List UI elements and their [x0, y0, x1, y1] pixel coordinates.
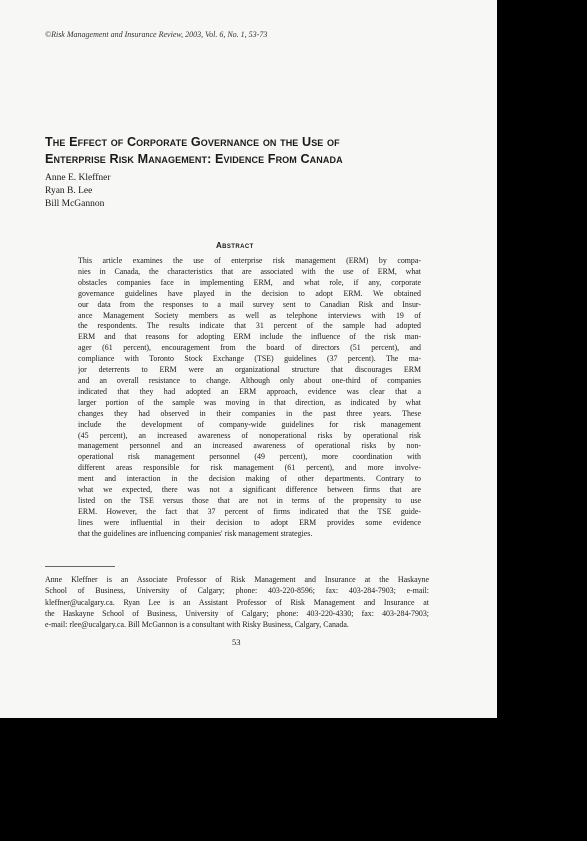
footnote-line: the Haskayne School of Business, University of Calgary; phone: 403-220-4330; fax: 403-284-7903; — [45, 608, 429, 618]
author-list — [45, 172, 111, 211]
abstract-line: and an overall resistance to change. Although only about one-third of companies — [78, 375, 421, 385]
abstract-line: nies in Canada, the characteristics that are associated with the use of ERM, what — [78, 266, 421, 276]
abstract-body — [78, 256, 421, 540]
abstract-line: management personnel and an increased awareness of operational risks by non- — [78, 441, 421, 451]
abstract-heading: Abstract — [216, 241, 254, 250]
abstract-line: jor deterrents to ERM were an organizational structure that discourages ERM — [78, 365, 421, 375]
abstract-line: operational risk management personnel (49 percent), more coordination with — [78, 452, 421, 462]
footnote-line: Anne Kleffner is an Associate Professor of Risk Management and Insurance at the Haskayne — [45, 575, 429, 584]
abstract-line: that the guidelines are influencing companies' risk management strategies. — [78, 528, 313, 538]
footnote-line: e-mail: rlee@ucalgary.ca. Bill McGannon is a consultant with Risky Business, Calgary, Canada. — [45, 620, 349, 630]
footnote-line: School of Business, University of Calgary; phone: 403-220-8596; fax: 403-284-7903; e-mail: — [45, 586, 429, 596]
abstract-line: compliance with Toronto Stock Exchange (TSE) guidelines (37 percent). The ma- — [78, 354, 421, 364]
abstract-line: indicated that they had adopted an ERM approach, evidence was clear that a — [78, 386, 421, 396]
footnote-line: kleffner@ucalgary.ca. Ryan Lee is an Assistant Professor of Risk Management and Insurance at — [45, 597, 429, 607]
author-name: Ryan B. Lee — [45, 186, 93, 196]
abstract-line: governance guidelines have played in the decision to adopt ERM. We obtained — [78, 288, 421, 298]
abstract-line: changes they had observed in their companies in the past three years. These — [78, 408, 421, 418]
article-title-line: Enterprise Risk Management: Evidence From Canada — [45, 152, 343, 166]
abstract-line: different areas responsible for risk management (61 percent), and more involve- — [78, 463, 421, 473]
abstract-line: what we expected, there was not a significant difference between firms that are — [78, 485, 421, 495]
journal-citation-header: ©Risk Management and Insurance Review, 2003, Vol. 6, No. 1, 53-73 — [45, 30, 268, 39]
abstract-line: obstacles companies face in implementing ERM, and what role, if any, corporate — [78, 277, 421, 287]
abstract-line: include the development of company-wide guidelines for risk management — [78, 419, 421, 429]
page-number: 53 — [232, 637, 241, 647]
article-title-line: The Effect of Corporate Governance on the Use of — [45, 135, 340, 149]
abstract-line: our data from the responses to a mail survey sent to Canadian Risk and Insur- — [78, 299, 421, 309]
abstract-line: ment and interaction in the decision making of other departments. Contrary to — [78, 474, 421, 484]
abstract-line: ERM and that reasons for adopting ERM include the influence of the risk man- — [78, 332, 421, 342]
abstract-line: (45 percent), an increased awareness of nonoperational risks by operational risk — [78, 430, 421, 440]
abstract-line: the respondents. The results indicate that 31 percent of the sample had adopted — [78, 321, 421, 331]
abstract-line: lines were influential in their decision to adopt ERM provides some evidence — [78, 517, 421, 527]
abstract-line: larger portion of the sample was moving in that direction, as indicated by what — [78, 397, 421, 407]
article-title — [45, 134, 465, 168]
author-name: Anne E. Kleffner — [45, 173, 111, 183]
abstract-line: This article examines the use of enterprise risk management (ERM) by compa- — [78, 256, 421, 265]
abstract-line: listed on the TSE versus those that are not in terms of the propensity to use — [78, 495, 421, 505]
abstract-line: ance Management Society members as well as telephone interviews with 19 of — [78, 310, 421, 320]
footnote-divider — [45, 566, 115, 567]
abstract-line: ERM. However, the fact that 37 percent of firms indicated that the TSE guide- — [78, 506, 421, 516]
author-footnote — [45, 574, 429, 630]
abstract-line: ager (61 percent), encouragement from the board of directors (51 percent), and — [78, 343, 421, 353]
author-name: Bill McGannon — [45, 199, 105, 209]
